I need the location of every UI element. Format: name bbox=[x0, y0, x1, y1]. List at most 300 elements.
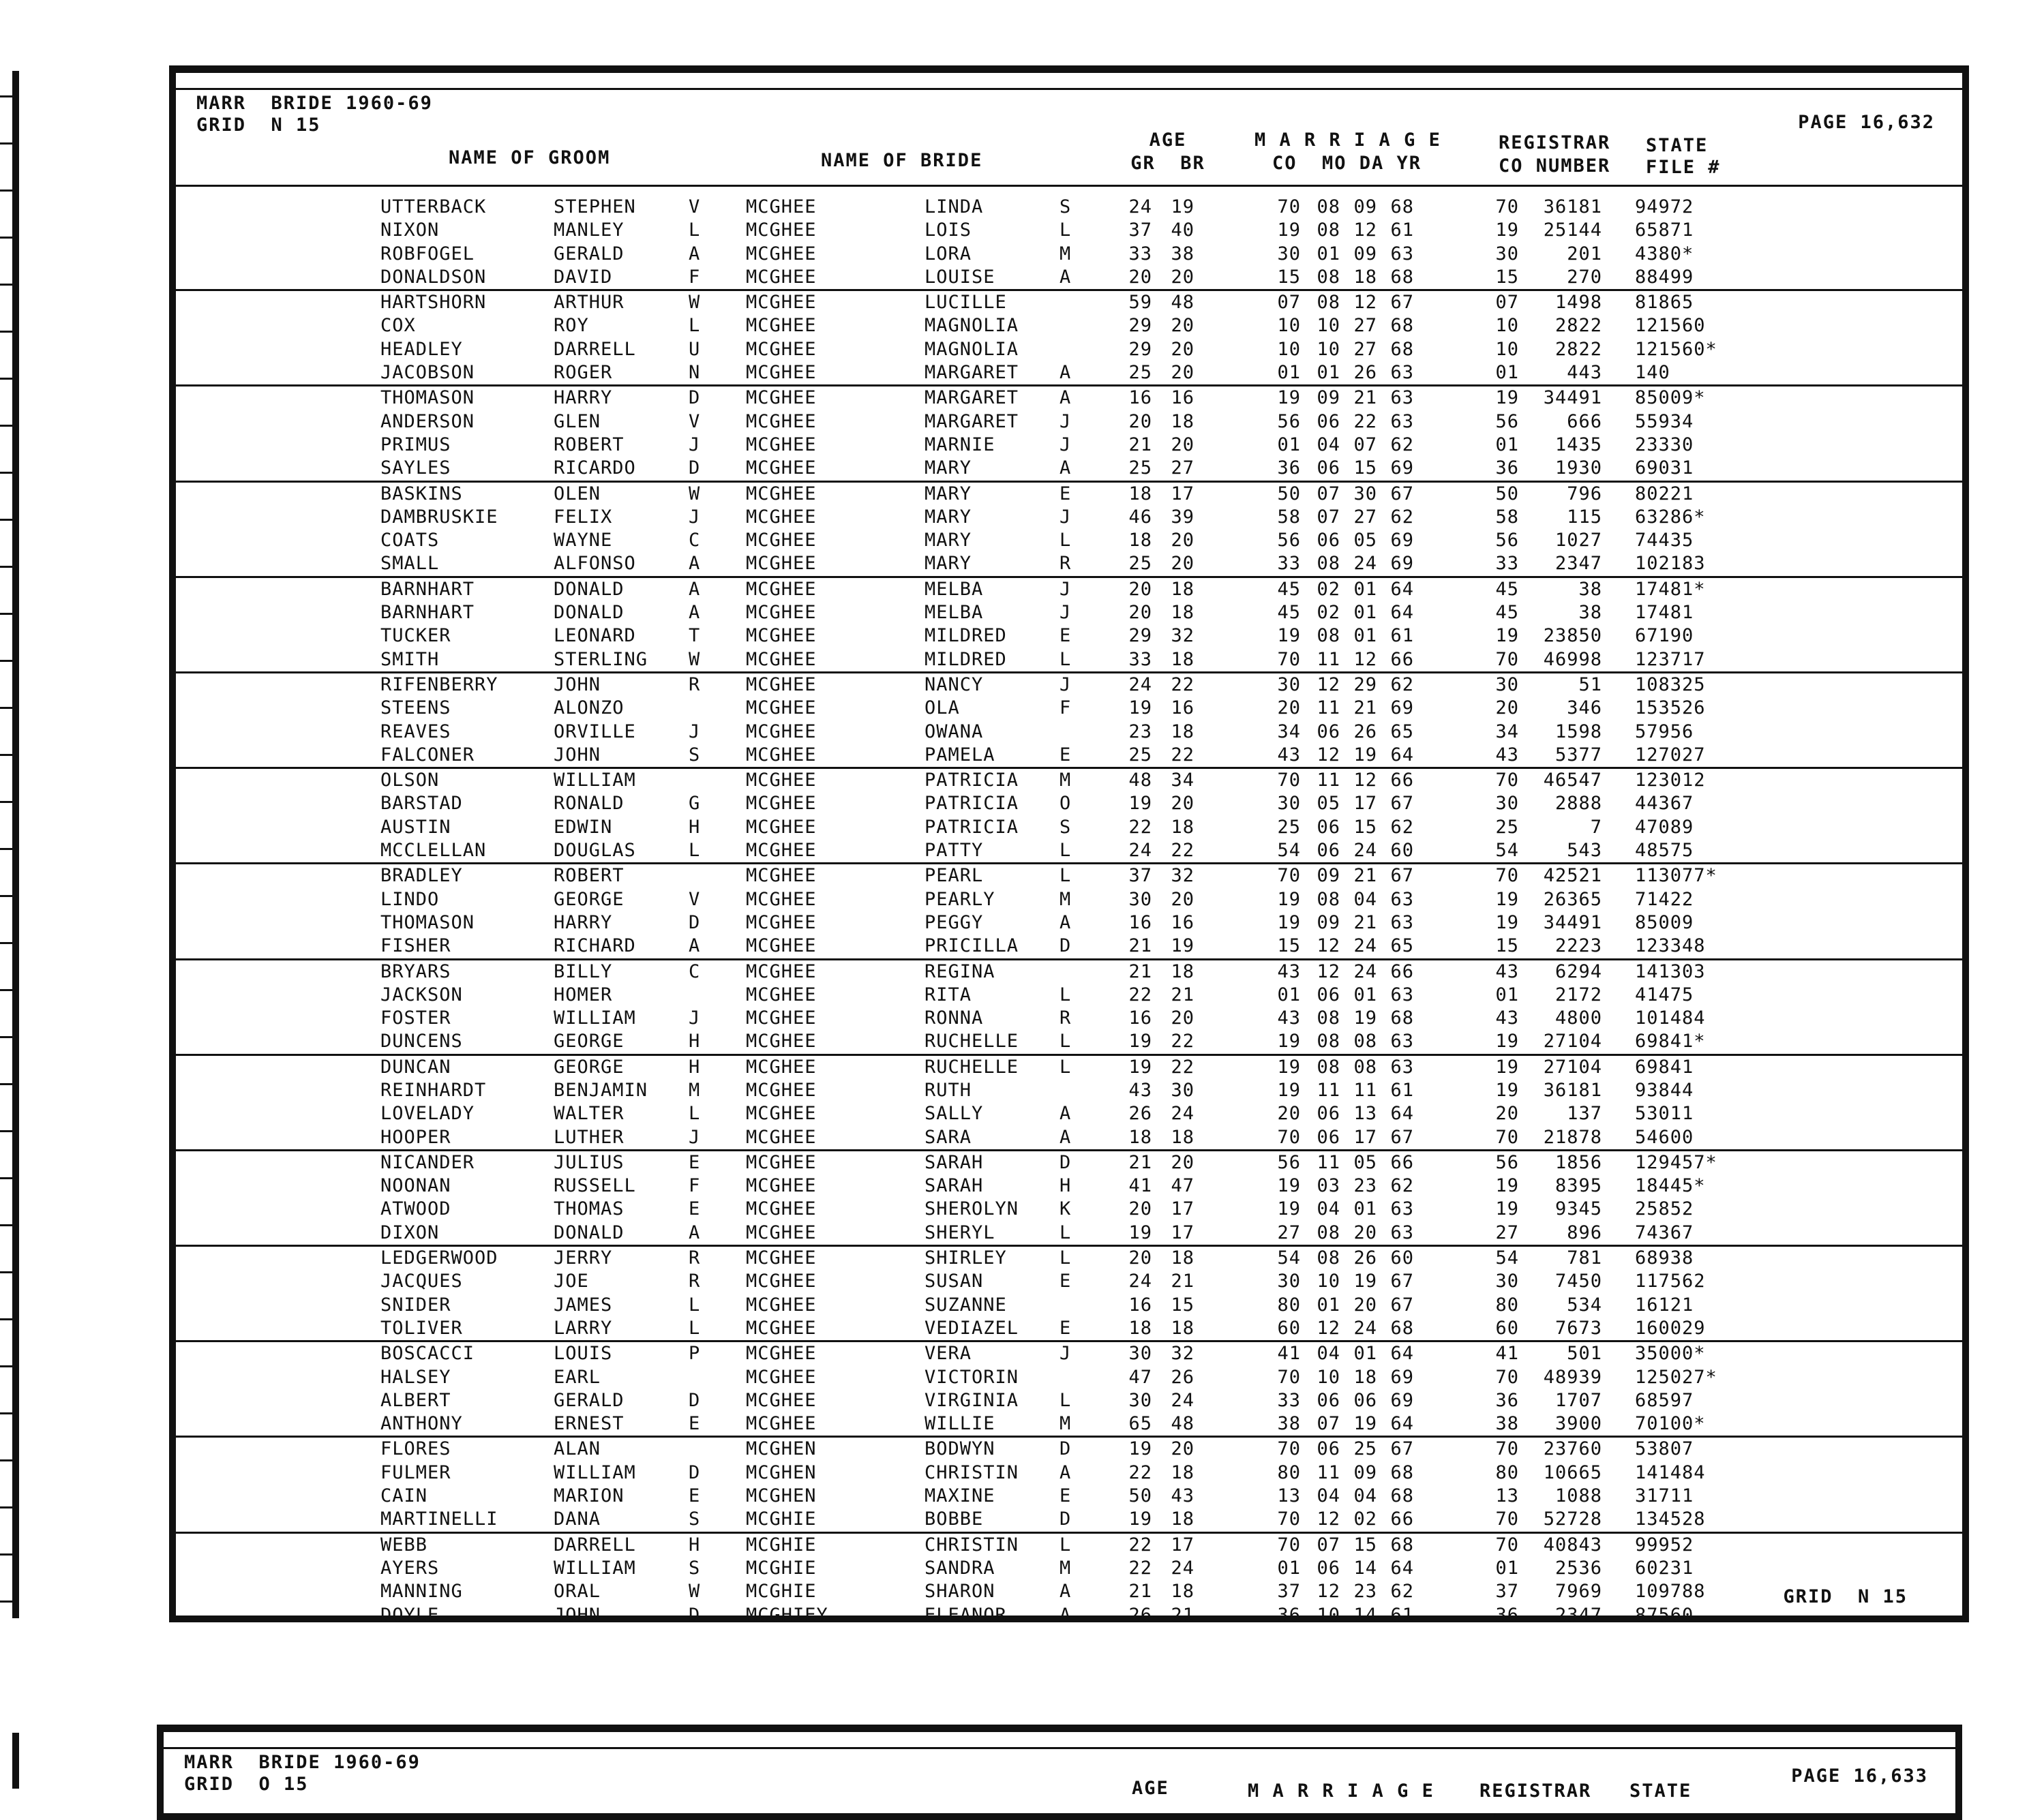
bride-age: 20 bbox=[1171, 362, 1194, 384]
age-header: AGE bbox=[1149, 130, 1187, 151]
bride-given-name: PATRICIA bbox=[925, 770, 1019, 791]
groom-surname: THOMASON bbox=[380, 911, 475, 933]
state-file-number: 123717 bbox=[1635, 648, 1706, 670]
registrar-number: 36181 bbox=[1543, 1079, 1602, 1101]
bride-initial: A bbox=[1059, 1604, 1072, 1626]
grid-label: GRID N 15 bbox=[196, 115, 321, 136]
table-row bbox=[176, 1412, 1962, 1436]
groom-age: 24 bbox=[1128, 196, 1152, 217]
bride-age: 18 bbox=[1171, 1126, 1194, 1148]
marriage-county: 20 bbox=[1277, 1103, 1301, 1125]
bride-age: 32 bbox=[1171, 865, 1194, 887]
groom-initial: W bbox=[689, 292, 701, 314]
bride-given-name: WILLIE bbox=[925, 1413, 995, 1435]
registrar-number: 5377 bbox=[1554, 744, 1602, 765]
marriage-day: 15 bbox=[1353, 1534, 1377, 1556]
bride-given-name: PAMELA bbox=[925, 744, 995, 765]
marriage-county: 70 bbox=[1277, 1508, 1301, 1530]
marriage-county: 70 bbox=[1277, 1126, 1301, 1148]
marriage-year: 62 bbox=[1390, 434, 1414, 455]
registrar-number: 896 bbox=[1567, 1222, 1602, 1243]
state-file-number: 69031 bbox=[1635, 457, 1694, 479]
groom-given-name: HOMER bbox=[554, 984, 613, 1005]
table-row bbox=[176, 1436, 1962, 1461]
bride-age: 17 bbox=[1171, 1198, 1194, 1220]
state-file-number: 93844 bbox=[1635, 1079, 1694, 1101]
bride-age: 20 bbox=[1171, 1438, 1194, 1460]
bride-surname: MCGHEE bbox=[746, 816, 817, 838]
groom-surname: DOYLE bbox=[380, 1604, 440, 1626]
groom-given-name: DARRELL bbox=[554, 338, 636, 360]
bride-surname: MCGHEE bbox=[746, 243, 817, 264]
groom-age: 22 bbox=[1128, 1557, 1152, 1579]
edge-tick bbox=[0, 378, 18, 380]
bride-surname: MCGHEE bbox=[746, 911, 817, 933]
table-row bbox=[176, 697, 1962, 720]
state-file-number: 88499 bbox=[1635, 266, 1694, 288]
marriage-county: 15 bbox=[1277, 935, 1301, 957]
groom-age: 23 bbox=[1128, 721, 1152, 742]
marriage-day: 19 bbox=[1353, 744, 1377, 765]
groom-initial: T bbox=[689, 625, 701, 647]
groom-given-name: LOUIS bbox=[554, 1343, 613, 1365]
marriage-year: 69 bbox=[1390, 697, 1414, 719]
registrar-county: 19 bbox=[1495, 387, 1519, 409]
groom-age: 22 bbox=[1128, 816, 1152, 838]
marriage-day: 24 bbox=[1353, 935, 1377, 957]
marriage-day: 05 bbox=[1353, 530, 1377, 551]
bride-age: 39 bbox=[1171, 506, 1194, 528]
groom-given-name: DONALD bbox=[554, 578, 625, 600]
marriage-day: 21 bbox=[1353, 697, 1377, 719]
marriage-year: 63 bbox=[1390, 1056, 1414, 1078]
groom-given-name: THOMAS bbox=[554, 1198, 625, 1220]
bride-age: 21 bbox=[1171, 984, 1194, 1005]
groom-surname: COX bbox=[380, 315, 416, 337]
state-file-number: 160029 bbox=[1635, 1317, 1706, 1339]
groom-initial: P bbox=[689, 1343, 701, 1365]
table-row bbox=[176, 935, 1962, 958]
bride-surname: MCGHEE bbox=[746, 530, 817, 551]
state-file-number: 35000* bbox=[1635, 1343, 1706, 1365]
bride-surname: MCGHEE bbox=[746, 410, 817, 432]
bride-surname: MCGHIE bbox=[746, 1581, 817, 1603]
marriage-day: 27 bbox=[1353, 338, 1377, 360]
groom-initial: L bbox=[689, 1103, 701, 1125]
marriage-day: 20 bbox=[1353, 1294, 1377, 1316]
marriage-month: 12 bbox=[1317, 1508, 1340, 1530]
registrar-number: 1435 bbox=[1554, 434, 1602, 455]
bride-given-name: LOUISE bbox=[925, 266, 995, 288]
table-row bbox=[176, 1389, 1962, 1412]
groom-age: 20 bbox=[1128, 410, 1152, 432]
bride-age: 20 bbox=[1171, 530, 1194, 551]
registrar-number: 8395 bbox=[1554, 1175, 1602, 1197]
state-header: STATE bbox=[1646, 135, 1709, 156]
bride-surname: MCGHEE bbox=[746, 1103, 817, 1125]
state-file-number: 4380* bbox=[1635, 243, 1694, 264]
groom-initial: S bbox=[689, 744, 701, 765]
marriage-county: 01 bbox=[1277, 362, 1301, 384]
state-file-number: 113077* bbox=[1635, 865, 1717, 887]
groom-age: 24 bbox=[1128, 1271, 1152, 1292]
marriage-year: 64 bbox=[1390, 1557, 1414, 1579]
groom-given-name: WILLIAM bbox=[554, 1557, 636, 1579]
bride-given-name: SUZANNE bbox=[925, 1294, 1007, 1316]
groom-age: 25 bbox=[1128, 457, 1152, 479]
marriage-month: 11 bbox=[1317, 697, 1340, 719]
bride-given-name: PATRICIA bbox=[925, 816, 1019, 838]
register-page bbox=[169, 65, 1969, 1626]
marriage-year: 68 bbox=[1390, 1317, 1414, 1339]
edge-tick bbox=[0, 1083, 18, 1085]
marriage-county: 19 bbox=[1277, 1031, 1301, 1052]
bride-age: 18 bbox=[1171, 1461, 1194, 1483]
groom-given-name: ORVILLE bbox=[554, 721, 636, 742]
bride-surname: MCGHEE bbox=[746, 553, 817, 575]
table-row bbox=[176, 839, 1962, 862]
bride-initial: A bbox=[1059, 457, 1072, 479]
edge-tick bbox=[0, 754, 18, 756]
edge-tick bbox=[0, 660, 18, 662]
marriage-county: 58 bbox=[1277, 506, 1301, 528]
bride-surname: MCGHEN bbox=[746, 1461, 817, 1483]
registrar-number: 27104 bbox=[1543, 1056, 1602, 1078]
marriage-day: 02 bbox=[1353, 1508, 1377, 1530]
marriage-county: 19 bbox=[1277, 1198, 1301, 1220]
marriage-year: 68 bbox=[1390, 196, 1414, 217]
groom-given-name: WALTER bbox=[554, 1103, 625, 1125]
marriage-month: 06 bbox=[1317, 1103, 1340, 1125]
state-file-number: 127027 bbox=[1635, 744, 1706, 765]
marriage-year: 64 bbox=[1390, 1413, 1414, 1435]
bride-given-name: SHARON bbox=[925, 1581, 995, 1603]
bride-initial: A bbox=[1059, 1103, 1072, 1125]
state-file-number: 41475 bbox=[1635, 984, 1694, 1005]
state-file-number: 53807 bbox=[1635, 1438, 1694, 1460]
registrar-county: 70 bbox=[1495, 1438, 1519, 1460]
bride-given-name: SANDRA bbox=[925, 1557, 995, 1579]
marriage-month: 09 bbox=[1317, 865, 1340, 887]
state-file-number: 69841* bbox=[1635, 1031, 1706, 1052]
groom-given-name: DOUGLAS bbox=[554, 840, 636, 862]
edge-tick bbox=[0, 1553, 18, 1556]
bride-age: 18 bbox=[1171, 648, 1194, 670]
groom-given-name: WILLIAM bbox=[554, 1461, 636, 1483]
bride-initial: O bbox=[1059, 793, 1072, 815]
marriage-county: 70 bbox=[1277, 770, 1301, 791]
marriage-month: 06 bbox=[1317, 530, 1340, 551]
groom-age: 59 bbox=[1128, 292, 1152, 314]
bride-given-name: SARAH bbox=[925, 1175, 984, 1197]
groom-initial: M bbox=[689, 1079, 701, 1101]
marriage-county: 33 bbox=[1277, 1389, 1301, 1411]
groom-initial: R bbox=[689, 1247, 701, 1269]
groom-given-name: ROGER bbox=[554, 362, 613, 384]
registrar-county: 19 bbox=[1495, 1079, 1519, 1101]
groom-given-name: LUTHER bbox=[554, 1126, 625, 1148]
bride-age: 20 bbox=[1171, 315, 1194, 337]
groom-surname: REINHARDT bbox=[380, 1079, 487, 1101]
marriage-month: 08 bbox=[1317, 1031, 1340, 1052]
groom-given-name: MANLEY bbox=[554, 219, 625, 241]
marriage-year: 64 bbox=[1390, 1343, 1414, 1365]
bride-surname: MCGHEE bbox=[746, 602, 817, 624]
bride-initial: E bbox=[1059, 625, 1072, 647]
marriage-month: 04 bbox=[1317, 1485, 1340, 1507]
next-register-title: MARR BRIDE 1960-69 bbox=[184, 1752, 421, 1773]
marriage-day: 01 bbox=[1353, 1343, 1377, 1365]
groom-initial: H bbox=[689, 1031, 701, 1052]
groom-surname: FULMER bbox=[380, 1461, 451, 1483]
marriage-county: 41 bbox=[1277, 1343, 1301, 1365]
marriage-county: 80 bbox=[1277, 1461, 1301, 1483]
marriage-month: 01 bbox=[1317, 1294, 1340, 1316]
groom-surname: SAYLES bbox=[380, 457, 451, 479]
bride-surname: MCGHEN bbox=[746, 1438, 817, 1460]
marriage-day: 23 bbox=[1353, 1175, 1377, 1197]
groom-age: 19 bbox=[1128, 793, 1152, 815]
marriage-county: 37 bbox=[1277, 1581, 1301, 1603]
groom-age: 22 bbox=[1128, 1461, 1152, 1483]
marriage-county: 43 bbox=[1277, 744, 1301, 765]
bride-initial: A bbox=[1059, 911, 1072, 933]
table-row bbox=[176, 1054, 1962, 1079]
state-file-number: 67190 bbox=[1635, 625, 1694, 647]
table-row bbox=[176, 361, 1962, 384]
marriage-month: 08 bbox=[1317, 1007, 1340, 1029]
groom-initial: J bbox=[689, 434, 701, 455]
marriage-county: 19 bbox=[1277, 1056, 1301, 1078]
bride-surname: MCGHEE bbox=[746, 1294, 817, 1316]
marriage-month: 08 bbox=[1317, 196, 1340, 217]
registrar-number: 10665 bbox=[1543, 1461, 1602, 1483]
marriage-county: 56 bbox=[1277, 410, 1301, 432]
groom-given-name: ORAL bbox=[554, 1581, 601, 1603]
groom-age: 19 bbox=[1128, 1438, 1152, 1460]
marriage-county: 70 bbox=[1277, 648, 1301, 670]
marriage-county: 56 bbox=[1277, 1151, 1301, 1173]
bride-surname: MCGHEE bbox=[746, 960, 817, 982]
bride-surname: MCGHEE bbox=[746, 1151, 817, 1173]
groom-given-name: JOHN bbox=[554, 673, 601, 695]
groom-initial: A bbox=[689, 553, 701, 575]
table-row bbox=[176, 1557, 1962, 1580]
registrar-county: 56 bbox=[1495, 1151, 1519, 1173]
edge-tick bbox=[0, 519, 18, 521]
bride-initial: A bbox=[1059, 1581, 1072, 1603]
groom-initial: E bbox=[689, 1485, 701, 1507]
table-row bbox=[176, 984, 1962, 1007]
registrar-county: 70 bbox=[1495, 1534, 1519, 1556]
marriage-day: 14 bbox=[1353, 1557, 1377, 1579]
bride-surname: MCGHEE bbox=[746, 578, 817, 600]
state-file-number: 87560 bbox=[1635, 1604, 1694, 1626]
marriage-county: 38 bbox=[1277, 1413, 1301, 1435]
registrar-county: 43 bbox=[1495, 744, 1519, 765]
bride-age: 22 bbox=[1171, 840, 1194, 862]
bride-initial: E bbox=[1059, 1317, 1072, 1339]
marriage-year: 61 bbox=[1390, 219, 1414, 241]
groom-surname: NIXON bbox=[380, 219, 440, 241]
groom-given-name: LARRY bbox=[554, 1317, 613, 1339]
groom-age: 25 bbox=[1128, 744, 1152, 765]
groom-surname: JACQUES bbox=[380, 1271, 463, 1292]
registrar-number: 2347 bbox=[1554, 553, 1602, 575]
groom-initial: C bbox=[689, 530, 701, 551]
marriage-month: 08 bbox=[1317, 266, 1340, 288]
state-subheader: FILE # bbox=[1646, 157, 1721, 178]
groom-age: 48 bbox=[1128, 770, 1152, 791]
marriage-day: 30 bbox=[1353, 483, 1377, 504]
groom-age: 25 bbox=[1128, 362, 1152, 384]
marriage-day: 08 bbox=[1353, 1056, 1377, 1078]
marriage-day: 06 bbox=[1353, 1389, 1377, 1411]
state-file-number: 125027* bbox=[1635, 1366, 1717, 1388]
bride-initial: J bbox=[1059, 434, 1072, 455]
next-grid-label: GRID O 15 bbox=[184, 1774, 309, 1795]
marriage-month: 12 bbox=[1317, 673, 1340, 695]
registrar-number: 2822 bbox=[1554, 315, 1602, 337]
groom-age: 20 bbox=[1128, 1198, 1152, 1220]
groom-surname: MANNING bbox=[380, 1581, 463, 1603]
edge-tick bbox=[0, 1318, 18, 1320]
registrar-county: 56 bbox=[1495, 530, 1519, 551]
bride-given-name: MARGARET bbox=[925, 410, 1019, 432]
bride-initial: D bbox=[1059, 1151, 1072, 1173]
groom-initial: W bbox=[689, 648, 701, 670]
marriage-year: 67 bbox=[1390, 865, 1414, 887]
state-file-number: 108325 bbox=[1635, 673, 1706, 695]
bride-age: 19 bbox=[1171, 196, 1194, 217]
bride-surname: MCGHEN bbox=[746, 1485, 817, 1507]
groom-given-name: DONALD bbox=[554, 1222, 625, 1243]
bride-surname: MCGHEE bbox=[746, 1317, 817, 1339]
bride-age: 48 bbox=[1171, 1413, 1194, 1435]
groom-initial: N bbox=[689, 362, 701, 384]
table-row bbox=[176, 1079, 1962, 1102]
registrar-number: 137 bbox=[1567, 1103, 1602, 1125]
table-row bbox=[176, 958, 1962, 984]
registrar-number: 3900 bbox=[1554, 1413, 1602, 1435]
marriage-county: 10 bbox=[1277, 338, 1301, 360]
marriage-county: 43 bbox=[1277, 1007, 1301, 1029]
registrar-county: 56 bbox=[1495, 410, 1519, 432]
bride-given-name: RITA bbox=[925, 984, 972, 1005]
marriage-month: 06 bbox=[1317, 410, 1340, 432]
bride-age: 32 bbox=[1171, 625, 1194, 647]
registrar-county: 70 bbox=[1495, 770, 1519, 791]
marriage-day: 24 bbox=[1353, 960, 1377, 982]
marriage-day: 04 bbox=[1353, 1485, 1377, 1507]
marriage-month: 11 bbox=[1317, 1461, 1340, 1483]
marriage-county: 01 bbox=[1277, 984, 1301, 1005]
marriage-header: M A R R I A G E bbox=[1254, 130, 1441, 151]
marriage-month: 11 bbox=[1317, 1151, 1340, 1173]
marriage-day: 18 bbox=[1353, 266, 1377, 288]
state-file-number: 121560* bbox=[1635, 338, 1717, 360]
edge-tick bbox=[0, 707, 18, 709]
groom-surname: NICANDER bbox=[380, 1151, 475, 1173]
page-number: PAGE 16,632 bbox=[1798, 112, 1935, 133]
groom-initial: L bbox=[689, 219, 701, 241]
registrar-number: 40843 bbox=[1543, 1534, 1602, 1556]
registrar-county: 70 bbox=[1495, 865, 1519, 887]
groom-given-name: ALFONSO bbox=[554, 553, 636, 575]
bride-age: 22 bbox=[1171, 673, 1194, 695]
groom-age: 19 bbox=[1128, 697, 1152, 719]
bride-given-name: LOIS bbox=[925, 219, 972, 241]
bride-age: 22 bbox=[1171, 1056, 1194, 1078]
table-row bbox=[176, 1366, 1962, 1389]
groom-age: 20 bbox=[1128, 266, 1152, 288]
bride-surname: MCGHEE bbox=[746, 770, 817, 791]
state-file-number: 74435 bbox=[1635, 530, 1694, 551]
groom-initial: V bbox=[689, 196, 701, 217]
marriage-day: 21 bbox=[1353, 865, 1377, 887]
bride-surname: MCGHEE bbox=[746, 625, 817, 647]
marriage-year: 63 bbox=[1390, 387, 1414, 409]
marriage-day: 07 bbox=[1353, 434, 1377, 455]
bride-initial: A bbox=[1059, 387, 1072, 409]
registrar-number: 25144 bbox=[1543, 219, 1602, 241]
next-page-number: PAGE 16,633 bbox=[1791, 1765, 1928, 1787]
registrar-county: 41 bbox=[1495, 1343, 1519, 1365]
groom-initial: E bbox=[689, 1198, 701, 1220]
table-row bbox=[176, 529, 1962, 552]
registrar-number: 781 bbox=[1567, 1247, 1602, 1269]
footer-grid-label: GRID N 15 bbox=[1783, 1586, 1908, 1607]
marriage-county: 10 bbox=[1277, 315, 1301, 337]
bride-given-name: MARY bbox=[925, 553, 972, 575]
registrar-county: 25 bbox=[1495, 816, 1519, 838]
groom-age: 24 bbox=[1128, 840, 1152, 862]
bride-age: 20 bbox=[1171, 553, 1194, 575]
edge-tick bbox=[0, 237, 18, 239]
marriage-subheader: CO MO DA YR bbox=[1272, 153, 1422, 174]
bride-age: 24 bbox=[1171, 1103, 1194, 1125]
groom-initial: H bbox=[689, 1056, 701, 1078]
registrar-number: 1088 bbox=[1554, 1485, 1602, 1507]
registrar-county: 20 bbox=[1495, 1103, 1519, 1125]
bride-given-name: CHRISTIN bbox=[925, 1534, 1019, 1556]
marriage-year: 64 bbox=[1390, 602, 1414, 624]
groom-given-name: STEPHEN bbox=[554, 196, 636, 217]
marriage-county: 30 bbox=[1277, 1271, 1301, 1292]
bride-given-name: RUTH bbox=[925, 1079, 972, 1101]
groom-surname: CAIN bbox=[380, 1485, 428, 1507]
groom-surname: DUNCAN bbox=[380, 1056, 451, 1078]
marriage-county: 33 bbox=[1277, 553, 1301, 575]
groom-age: 22 bbox=[1128, 984, 1152, 1005]
state-file-number: 123012 bbox=[1635, 770, 1706, 791]
groom-given-name: DANA bbox=[554, 1508, 601, 1530]
groom-initial: U bbox=[689, 338, 701, 360]
groom-given-name: DONALD bbox=[554, 602, 625, 624]
marriage-county: 36 bbox=[1277, 1604, 1301, 1626]
groom-surname: LOVELADY bbox=[380, 1103, 475, 1125]
bride-age: 21 bbox=[1171, 1604, 1194, 1626]
registrar-number: 4800 bbox=[1554, 1007, 1602, 1029]
bride-given-name: BOBBE bbox=[925, 1508, 984, 1530]
bride-given-name: NANCY bbox=[925, 673, 984, 695]
groom-initial: L bbox=[689, 840, 701, 862]
groom-initial: D bbox=[689, 911, 701, 933]
groom-given-name: BENJAMIN bbox=[554, 1079, 648, 1101]
bride-surname: MCGHEE bbox=[746, 338, 817, 360]
bride-initial: S bbox=[1059, 196, 1072, 217]
marriage-day: 01 bbox=[1353, 984, 1377, 1005]
